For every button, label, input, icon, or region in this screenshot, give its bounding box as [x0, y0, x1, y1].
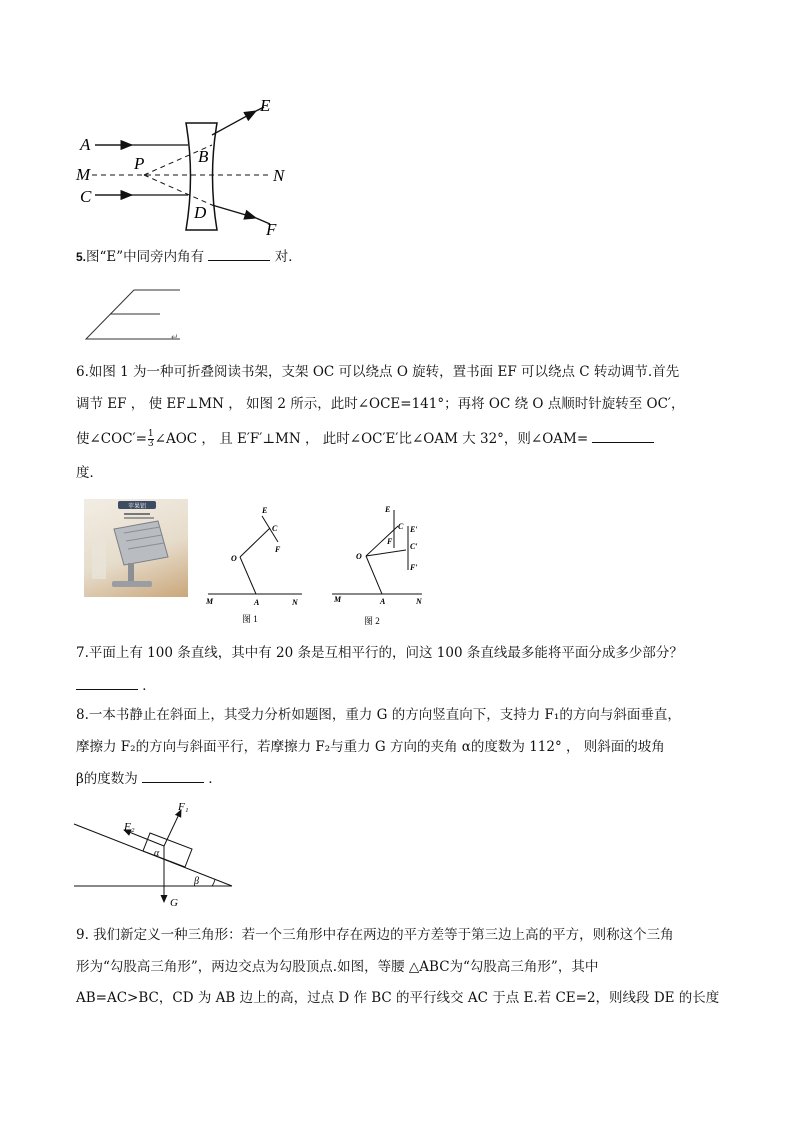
- figure-2-caption: 图 2: [364, 616, 380, 626]
- question-5: [76, 246, 302, 267]
- label-a: A: [80, 135, 91, 154]
- svg-text:N: N: [416, 597, 422, 606]
- svg-text:β: β: [194, 876, 199, 887]
- question-6-line-4: 度．: [76, 465, 103, 481]
- question-5-text-after: 对．: [274, 249, 302, 265]
- svg-text:A: A: [380, 597, 386, 606]
- svg-text:F₂: F₂: [124, 821, 135, 833]
- cursor-mark: ↵: [171, 332, 179, 342]
- ray-f: [212, 205, 256, 218]
- svg-text:N: N: [292, 598, 298, 607]
- question-8-line-3: β的度数为 ．: [76, 768, 222, 789]
- svg-text:O: O: [231, 554, 237, 563]
- question-9-line-3: AB=AC>BC，CD 为 AB 边上的高，过点 D 作 BC 的平行线交 AC 于点 E.若 CE=2，则线段 DE 的长度: [76, 990, 720, 1006]
- bookstand-photo: [84, 499, 188, 597]
- label-f: F: [266, 220, 277, 239]
- question-8-line-1: 8.一本书静止在斜面上，其受力分析如题图，重力 G 的方向竖直向下，支持力 F₁的方向与斜面垂直，: [76, 707, 681, 723]
- bookstand-figure-1: [200, 500, 310, 630]
- lens-diagram: [70, 90, 300, 240]
- label-c: C: [80, 187, 92, 206]
- figure-1-caption: 图 1: [242, 614, 258, 624]
- label-m: M: [76, 165, 91, 184]
- ray-e: [212, 111, 256, 135]
- svg-text:A: A: [254, 598, 260, 607]
- svg-text:F₁: F₁: [178, 801, 189, 813]
- svg-text:O: O: [356, 552, 362, 561]
- question-6-line-3: 使∠COC′= $\frac{1}{3}$ ∠AOC ， 且 E′F′⊥MN ， 此时∠OC′E′比∠OAM 大 32°，则∠OAM=: [76, 428, 654, 449]
- svg-text:M: M: [334, 595, 342, 604]
- svg-text:苹果铝: 苹果铝: [127, 504, 147, 510]
- question-8-line-2: 摩擦力 F₂的方向与斜面平行，若摩擦力 F₂与重力 G 方向的夹角 α的度数为 112° ， 则斜面的坡角: [76, 739, 665, 755]
- svg-text:E: E: [385, 505, 391, 514]
- label-b: B: [198, 147, 209, 166]
- answer-blank-7[interactable]: [76, 675, 138, 690]
- question-7-line-2: ．: [76, 675, 156, 696]
- bookstand-figure-2: [330, 498, 430, 630]
- fraction-one-third: $\frac{1}{3}$: [147, 429, 154, 449]
- svg-text:F′: F′: [410, 563, 418, 572]
- question-9-line-1: 9. 我们新定义一种三角形：若一个三角形中存在两边的平方差等于第三边上高的平方，则称这个三角: [76, 927, 674, 943]
- label-d: D: [194, 203, 207, 222]
- svg-text:G: G: [170, 897, 178, 909]
- svg-text:α: α: [154, 848, 160, 859]
- inclined-plane-figure: [72, 796, 242, 914]
- question-6-line-2: 调节 EF ， 使 EF⊥MN ， 如图 2 所示，此时∠OCE=141°；再将 OC 绕 O 点顺时针旋转至 OC′，: [76, 396, 685, 412]
- svg-text:C′: C′: [410, 542, 418, 551]
- question-6-line-1: 6.如图 1 为一种可折叠阅读书架，支架 OC 可以绕点 O 旋转，置书面 EF 可以绕点 C 转动调节.首先: [76, 364, 680, 380]
- svg-text:F: F: [387, 537, 393, 546]
- normal-force-arrow: [164, 810, 181, 846]
- svg-text:C: C: [398, 522, 404, 531]
- answer-blank-5[interactable]: [208, 246, 270, 261]
- label-e: E: [260, 96, 271, 115]
- answer-blank-6[interactable]: [592, 428, 654, 443]
- label-n: N: [273, 166, 285, 185]
- question-9-line-2: 形为“勾股高三角形”，两边交点为勾股顶点.如图，等腰 △ABC为“勾股高三角形”，其中: [76, 959, 599, 975]
- svg-text:C: C: [272, 524, 278, 533]
- answer-blank-8[interactable]: [142, 768, 204, 783]
- question-5-text: 图“E”中同旁内角有: [86, 249, 205, 265]
- question-7-line-1: 7.平面上有 100 条直线，其中有 20 条是互相平行的，问这 100 条直线最多能将平面分成多少部分？: [76, 645, 683, 661]
- svg-text:E: E: [262, 506, 268, 515]
- svg-text:E′: E′: [410, 525, 418, 534]
- svg-text:M: M: [206, 597, 214, 606]
- svg-text:F: F: [275, 545, 281, 554]
- letter-e-figure: [80, 280, 190, 346]
- label-p: P: [134, 154, 145, 173]
- question-5-number: 5.: [76, 250, 87, 264]
